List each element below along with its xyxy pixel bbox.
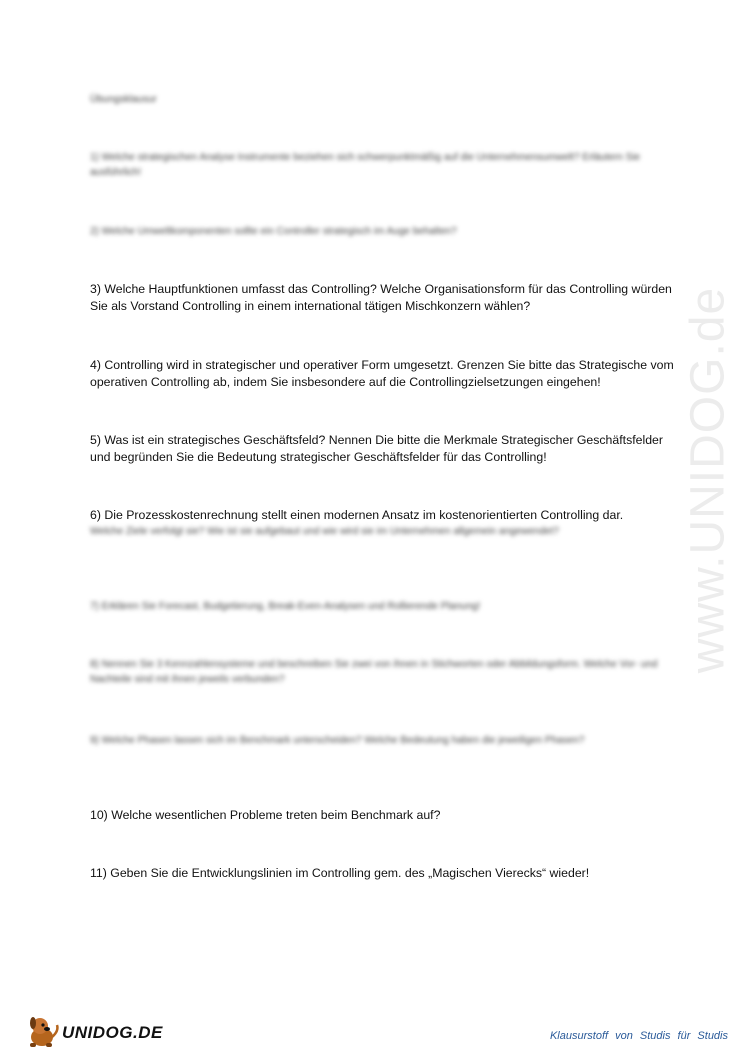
question-11: 11) Geben Sie die Entwicklungslinien im Controlling gem. des „Magischen Vierecks“ wieder! [90,866,590,880]
question-5: 5) Was ist ein strategisches Geschäftsfeld? Nennen Die bitte die Merkmale Strategischer Geschäftsfelder und begründen Sie die Bedeutung strategischer Geschäftsfelder für das Controlling! [90,433,663,464]
dog-mascot-icon [22,1013,62,1049]
question-3: 3) Welche Hauptfunktionen umfasst das Controlling? Welche Organisationsform für das Controlling würden Sie als Vorstand Controlling in einem international tätigen Mischkonzern wählen? [90,282,672,313]
footer-tagline: Klausurstoff von Studis für Studis [549,1030,728,1042]
logo-text: UNIDOG.DE [62,1023,163,1042]
question-1: 1) Welche strategischen Analyse Instrumente beziehen sich schwerpunktmäßig auf die Unternehmensumwelt? Erläutern Sie ausführlich! [90,152,641,178]
watermark-text: www.UNIDOG.de [681,286,735,674]
question-6: 6) Die Prozesskostenrechnung stellt einen modernen Ansatz im kostenorientierten Controlling dar. [90,508,624,522]
question-10: 10) Welche wesentlichen Probleme treten beim Benchmark auf? [90,808,441,822]
unidog-logo [22,1013,163,1049]
question-6-continued: Welche Ziele verfolgt sie? Wie ist sie aufgebaut und wie wird sie im Unternehmen allgemein angewendet? [90,526,559,537]
question-9: 9) Welche Phasen lassen sich im Benchmark unterscheiden? Welche Bedeutung haben die jeweiligen Phasen? [90,735,585,746]
question-4: 4) Controlling wird in strategischer und operativer Form umgesetzt. Grenzen Sie bitte das Strategische vom operativen Controlling ab, indem Sie insbesondere auf die Controllingzielsetzungen eingehen! [90,358,674,389]
question-7: 7) Erklären Sie Forecast, Budgetierung, Break-Even-Analysen und Rollierende Planung! [90,601,481,612]
question-8: 8) Nennen Sie 3 Kennzahlensysteme und beschreiben Sie zwei von ihnen in Stichworten oder Abbildungsform. Welche Vor- und Nachteile sind mit ihnen jeweils verbunden? [90,659,658,685]
question-2: 2) Welche Umweltkomponenten sollte ein Controller strategisch im Auge behalten? [90,226,457,237]
document-heading: Übungsklausur [90,94,157,105]
